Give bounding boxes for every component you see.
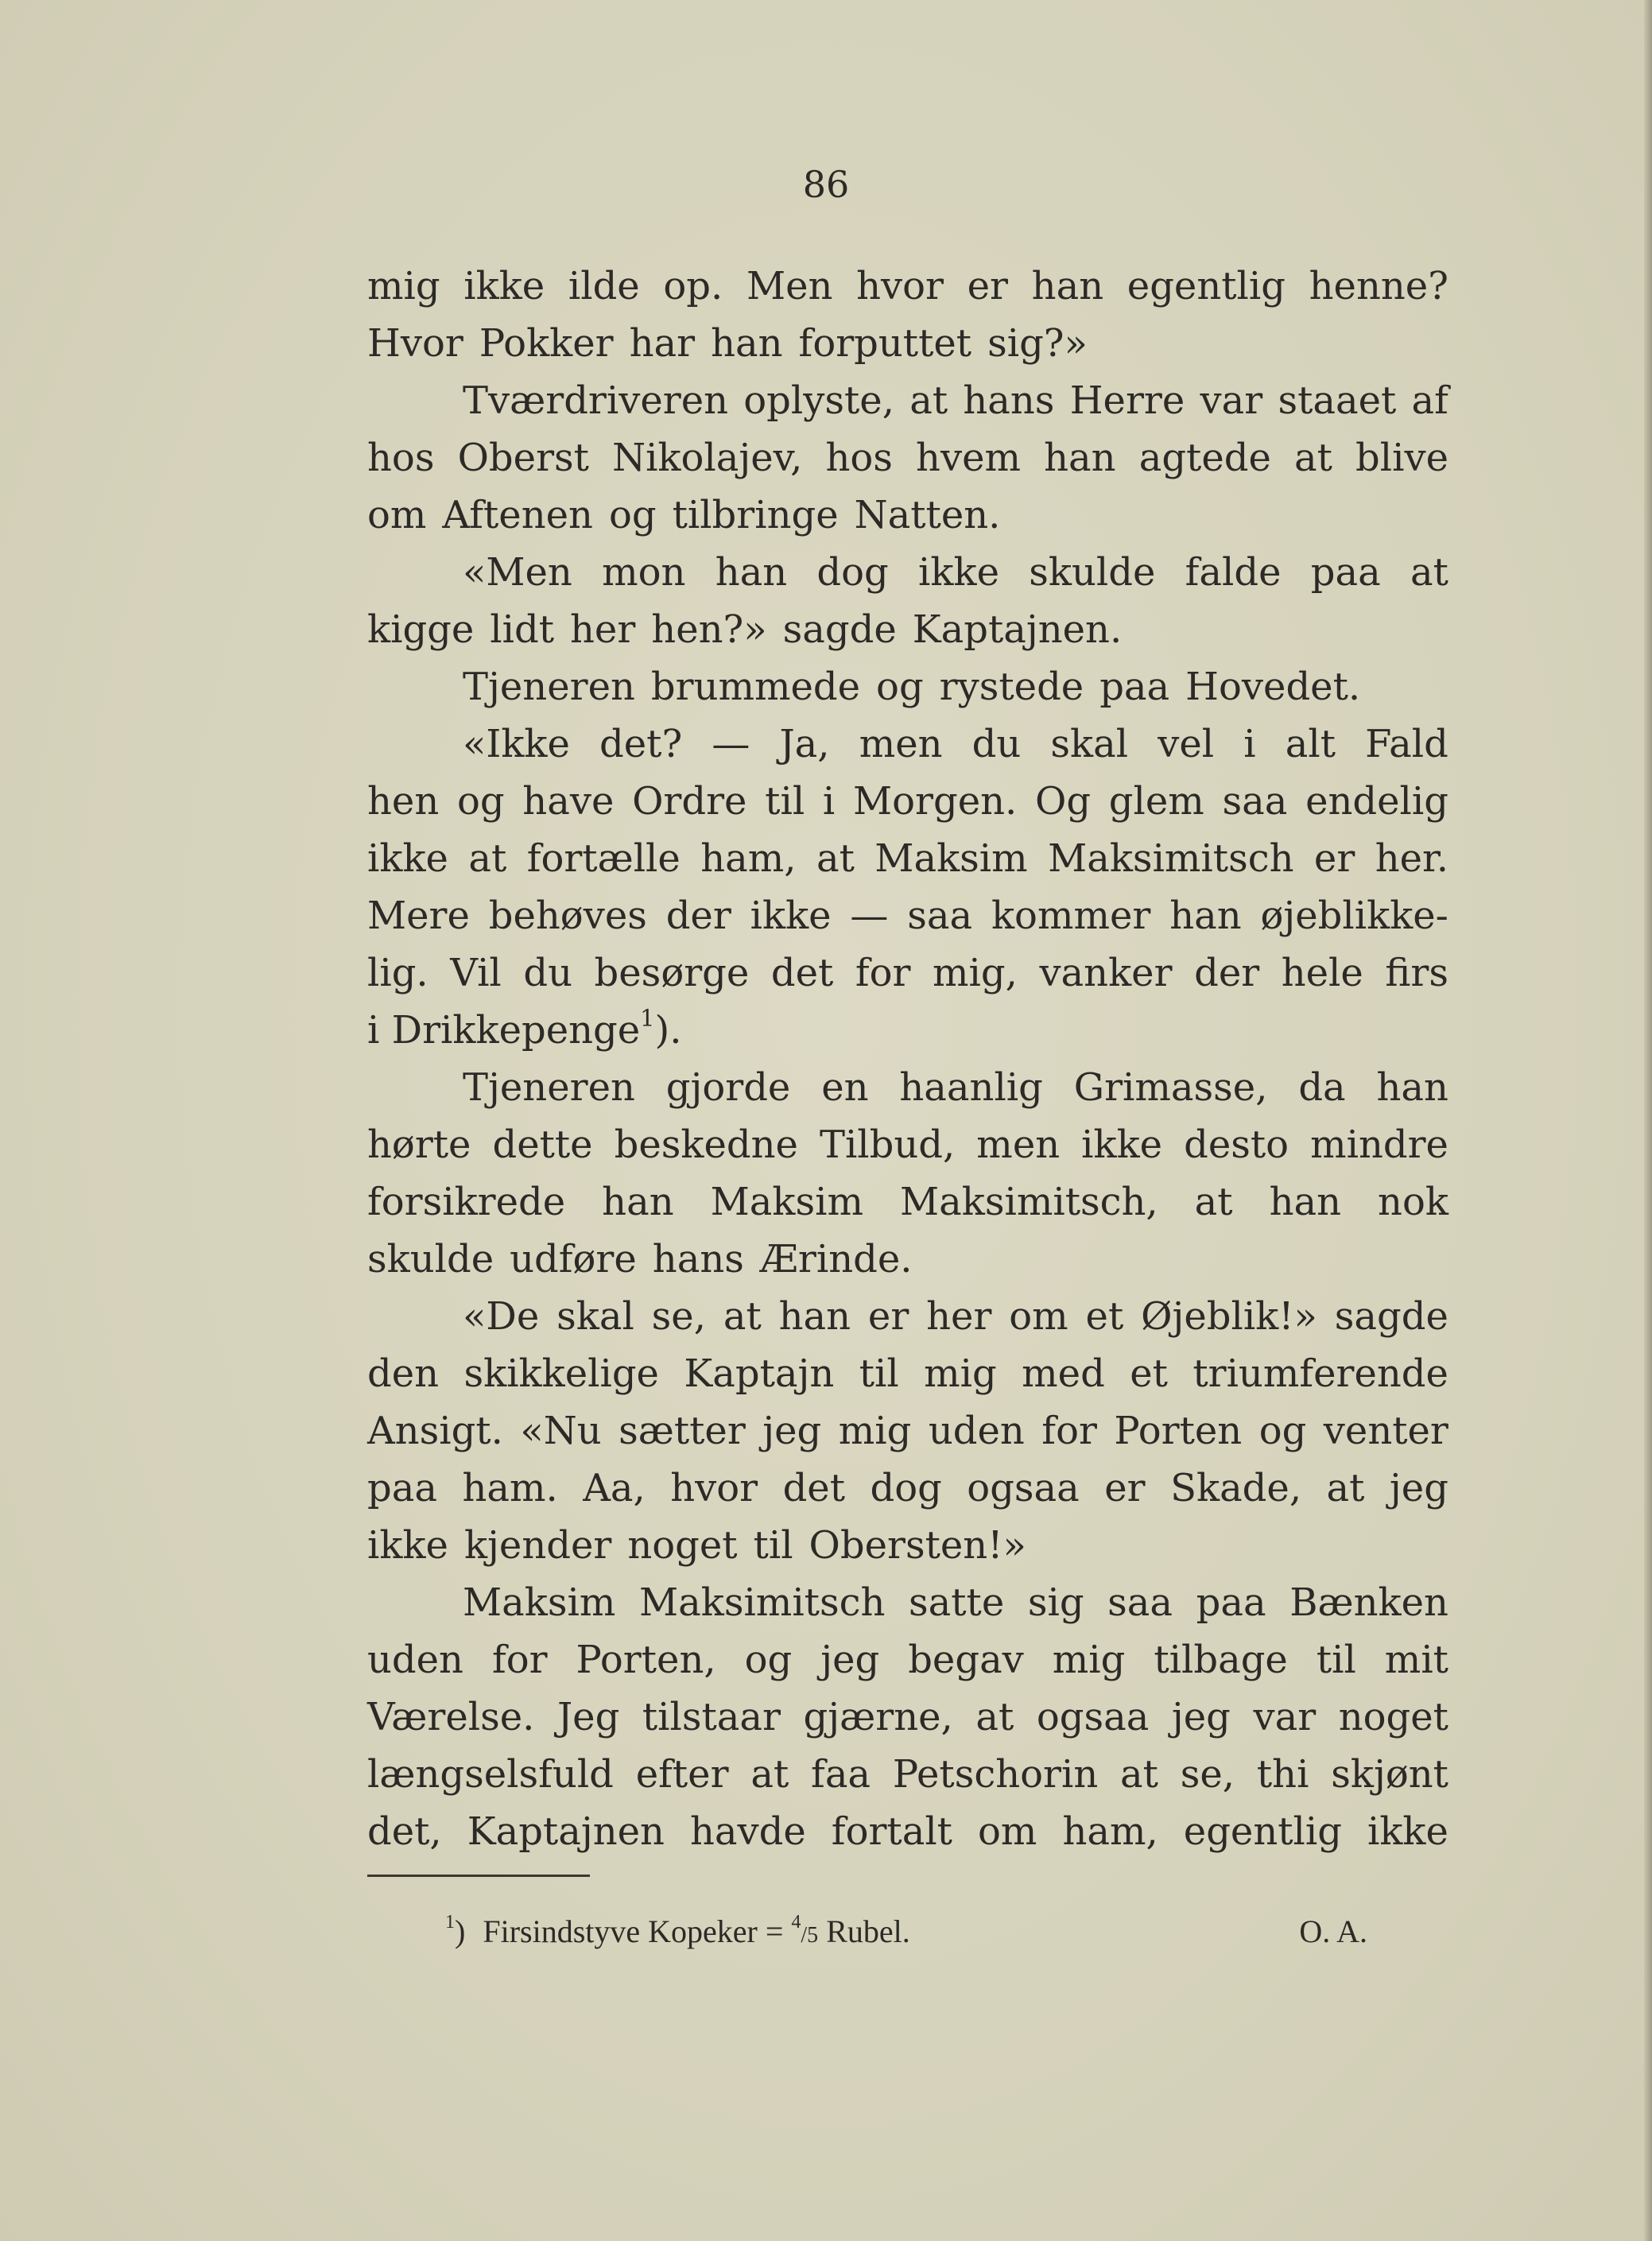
word: mon: [602, 550, 686, 595]
word: ikke: [918, 550, 999, 595]
word: se,: [651, 1294, 706, 1339]
word: blive: [1355, 436, 1448, 480]
word: at: [1410, 550, 1448, 595]
word: her: [926, 1294, 992, 1339]
word: jeg: [1389, 1466, 1448, 1510]
text-line: [367, 544, 1448, 601]
word: «Men: [463, 550, 572, 595]
word: skikkelige: [463, 1351, 659, 1396]
footnote-author: O. A.: [1299, 1913, 1367, 1949]
word: har: [629, 321, 696, 366]
word: er: [867, 1294, 909, 1339]
word: paa: [1099, 665, 1170, 709]
word: Morgen.: [852, 779, 1018, 824]
word: om: [977, 1809, 1037, 1854]
word: at: [1294, 436, 1332, 480]
word: begav: [908, 1638, 1024, 1682]
word: Tjeneren: [463, 1065, 635, 1110]
word: du: [971, 722, 1022, 766]
word: Skade,: [1170, 1466, 1302, 1510]
word: ikke: [1367, 1809, 1448, 1854]
footnote: [445, 1906, 1367, 1961]
word: egentlig: [1183, 1809, 1342, 1854]
word: Pokker: [479, 321, 614, 366]
word: Obersten!»: [809, 1523, 1026, 1568]
word: her: [570, 607, 636, 652]
word: skal: [1050, 722, 1129, 766]
text-line: [367, 1460, 1448, 1517]
word: ogsaa: [1036, 1695, 1150, 1739]
word: ogsaa: [967, 1466, 1080, 1510]
word: jeg: [1171, 1695, 1231, 1739]
text-line: [367, 1345, 1448, 1402]
word: thi: [1256, 1752, 1309, 1797]
text-line: [367, 1059, 1448, 1116]
word: desto: [1184, 1122, 1289, 1167]
text-line: [367, 1288, 1448, 1345]
word: den: [367, 1351, 440, 1396]
word: «De: [463, 1294, 540, 1339]
word: i: [1243, 722, 1256, 766]
word: og: [744, 1638, 793, 1682]
word: mig: [838, 1409, 912, 1453]
word: —: [850, 894, 889, 938]
text-line: [367, 1173, 1448, 1231]
word: ikke: [750, 894, 832, 938]
text-line: [367, 1689, 1448, 1746]
word: Ordre: [632, 779, 747, 824]
word: alt: [1285, 722, 1336, 766]
word: —: [712, 722, 750, 766]
word: Herre: [1069, 378, 1185, 423]
text-line: [367, 258, 1448, 315]
word: Og: [1034, 779, 1092, 824]
text-line: [367, 773, 1448, 830]
word: til: [859, 1351, 899, 1396]
word: Aa,: [583, 1466, 646, 1510]
word: mig: [924, 1351, 997, 1396]
word: da: [1298, 1065, 1346, 1110]
word: at: [1194, 1180, 1233, 1224]
text-line: [367, 487, 1448, 544]
word: op.: [663, 264, 723, 308]
word: Tjeneren: [463, 665, 635, 709]
word: ham,: [1062, 1809, 1158, 1854]
word: gjærne,: [803, 1695, 953, 1739]
word: Tilbud,: [819, 1122, 956, 1167]
text-line: [367, 601, 1448, 658]
word: at: [909, 378, 948, 423]
word: til: [765, 779, 805, 824]
text-line: [367, 1517, 1448, 1574]
word: Ja,: [779, 722, 830, 766]
page-edge-shadow: [1644, 0, 1652, 2241]
text-line: [367, 1402, 1448, 1460]
word: lidt: [490, 607, 555, 652]
word: Mere: [367, 894, 470, 938]
word: Maksimitsch: [638, 1580, 886, 1625]
word: at: [723, 1294, 762, 1339]
word: sætter: [619, 1409, 746, 1453]
word: han: [778, 1294, 851, 1339]
word: Nikolajev,: [612, 436, 803, 480]
word: brummede: [650, 665, 861, 709]
word: skulde: [1029, 550, 1156, 595]
word: lig.: [367, 951, 429, 995]
word: med: [1022, 1351, 1105, 1396]
word: Porten: [1114, 1409, 1243, 1453]
word: sig?»: [987, 321, 1088, 366]
word: Aftenen: [442, 493, 593, 537]
text-line-with-footnote: [367, 1002, 1448, 1059]
word: ilde: [568, 264, 640, 308]
word: behøves: [488, 894, 647, 938]
word: rystede: [939, 665, 1084, 709]
body-text: [367, 258, 1448, 1860]
word: Kaptajnen.: [912, 607, 1123, 652]
word: jeg: [820, 1638, 880, 1682]
word: Vil: [450, 951, 502, 995]
word: Kaptajnen: [467, 1809, 665, 1854]
word: ham.: [462, 1466, 558, 1510]
word: triumferende: [1192, 1351, 1448, 1396]
word: Maksimitsch,: [899, 1180, 1158, 1224]
word: og: [876, 665, 924, 709]
word: han: [1269, 1180, 1342, 1224]
text-line: [367, 429, 1448, 487]
word: venter: [1323, 1409, 1448, 1453]
word: at: [975, 1695, 1014, 1739]
word: ikke: [367, 836, 448, 881]
word: til: [1316, 1638, 1356, 1682]
text-line: [367, 1116, 1448, 1173]
word: firs: [1385, 951, 1448, 995]
word: at: [750, 1752, 789, 1797]
word: hen?»: [651, 607, 767, 652]
footnote-unit: Rubel.: [818, 1913, 910, 1949]
word: skulde: [367, 1237, 494, 1281]
text-line: [367, 658, 1448, 715]
word: var: [1253, 1695, 1317, 1739]
word: han: [715, 550, 788, 595]
word: saa: [1222, 779, 1288, 824]
word: jeg: [762, 1409, 822, 1453]
word: vanker: [1039, 951, 1173, 995]
word: paa: [1310, 550, 1381, 595]
word: han: [602, 1180, 674, 1224]
word: forputtet: [798, 321, 972, 366]
word: var: [1200, 378, 1263, 423]
word: men: [976, 1122, 1061, 1167]
footnote-fraction-numerator: 4: [791, 1912, 801, 1933]
word: der: [1194, 951, 1260, 995]
word: egentlig: [1127, 264, 1286, 308]
word: saa: [1107, 1580, 1173, 1625]
word: sagde: [1334, 1294, 1448, 1339]
word: hele: [1281, 951, 1363, 995]
word: sagde: [782, 607, 897, 652]
word: han: [711, 321, 783, 366]
word: mig,: [933, 951, 1018, 995]
word: hos: [367, 436, 435, 480]
word: hen: [367, 779, 440, 824]
word: hvor: [670, 1466, 758, 1510]
word: Maksim: [463, 1580, 616, 1625]
footnote-marker: 1: [445, 1912, 455, 1933]
word: øjeblikke-: [1260, 894, 1448, 938]
word: i: [822, 779, 836, 824]
word: hvem: [916, 436, 1021, 480]
word: uden: [928, 1409, 1025, 1453]
word: saa: [907, 894, 973, 938]
word: Maksim: [874, 836, 1028, 881]
word: Ansigt.: [367, 1409, 503, 1453]
word: han: [1376, 1065, 1448, 1110]
text-line: [367, 1631, 1448, 1689]
word: noget: [1338, 1695, 1448, 1739]
word: længselsfuld: [367, 1752, 614, 1797]
footnote-fraction-denominator: /5: [801, 1923, 819, 1948]
word: nok: [1378, 1180, 1448, 1224]
word: et: [1085, 1294, 1124, 1339]
word: Hvor: [367, 321, 463, 366]
word: oplyste,: [743, 378, 894, 423]
word: tilbringe: [672, 493, 839, 537]
word: besørge: [594, 951, 750, 995]
word: det: [770, 951, 834, 995]
word: hvor: [856, 264, 944, 308]
word: haanlig: [899, 1065, 1043, 1110]
word: men: [859, 722, 943, 766]
word: Hovedet.: [1185, 665, 1361, 709]
word: tilstaar: [642, 1695, 781, 1739]
word: for: [491, 1638, 548, 1682]
word: endelig: [1305, 779, 1448, 824]
word: at: [468, 836, 507, 881]
word: henne?: [1309, 264, 1448, 308]
word: Petschorin: [892, 1752, 1099, 1797]
word: han: [1169, 894, 1242, 938]
text-line: [367, 715, 1448, 773]
word: paa: [367, 1466, 437, 1510]
word: Værelse.: [367, 1695, 535, 1739]
word: hans: [963, 378, 1055, 423]
word: der: [665, 894, 731, 938]
word: «Ikke: [463, 722, 570, 766]
word: her.: [1375, 836, 1448, 881]
word: vel: [1158, 722, 1215, 766]
word: tilbage: [1154, 1638, 1288, 1682]
word: falde: [1185, 550, 1282, 595]
word: og: [608, 493, 657, 537]
word: satte: [909, 1580, 1005, 1625]
word: Bænken: [1289, 1580, 1448, 1625]
footnote-text: Firsindstyve Kopeker =: [483, 1913, 792, 1949]
word: fortælle: [526, 836, 681, 881]
text-line: [367, 887, 1448, 944]
word: Jeg: [556, 1695, 620, 1739]
text-line: [367, 1574, 1448, 1631]
word: at: [816, 836, 855, 881]
word: agtede: [1138, 436, 1271, 480]
footnote-marker-close: ): [455, 1913, 466, 1949]
word: mig: [367, 264, 440, 308]
word: se,: [1180, 1752, 1235, 1797]
word: havde: [689, 1809, 806, 1854]
text-line: [367, 944, 1448, 1002]
word: forsikrede: [367, 1180, 566, 1224]
word: til: [753, 1523, 793, 1568]
word: faa: [811, 1752, 871, 1797]
word: dog: [816, 550, 889, 595]
word: ikke: [463, 264, 545, 308]
word: staaet: [1278, 378, 1397, 423]
text-line: [367, 372, 1448, 429]
word: om: [1009, 1294, 1068, 1339]
word: Maksimitsch: [1048, 836, 1294, 881]
text-line: [367, 1231, 1448, 1288]
word: han: [1044, 436, 1116, 480]
word: er: [1104, 1466, 1146, 1510]
word: og: [456, 779, 505, 824]
word: ikke: [1081, 1122, 1163, 1167]
word: er: [967, 264, 1008, 308]
word: mit: [1384, 1638, 1448, 1682]
word: sig: [1027, 1580, 1084, 1625]
word: kommer: [991, 894, 1151, 938]
word: uden: [367, 1638, 463, 1682]
word: han: [1031, 264, 1104, 308]
word: du: [523, 951, 572, 995]
word: ham,: [700, 836, 797, 881]
text-line: [367, 1746, 1448, 1803]
word: Grimasse,: [1073, 1065, 1268, 1110]
word: have: [522, 779, 615, 824]
word: hans: [652, 1237, 744, 1281]
word: skjønt: [1331, 1752, 1448, 1797]
word: mindre: [1310, 1122, 1448, 1167]
word: Natten.: [854, 493, 1001, 537]
word: hørte: [367, 1122, 471, 1167]
text-line-13: i Drikkepenge: [367, 1008, 641, 1053]
word: det,: [367, 1809, 442, 1854]
word: hos: [825, 436, 893, 480]
word: et: [1130, 1351, 1168, 1396]
word: det?: [599, 722, 683, 766]
word: det: [782, 1466, 845, 1510]
word: for: [1041, 1409, 1097, 1453]
word: Tværdriveren: [463, 378, 729, 423]
word: om: [367, 493, 427, 537]
word: fortalt: [831, 1809, 952, 1854]
word: er: [1313, 836, 1355, 881]
word: at: [1120, 1752, 1158, 1797]
word: ikke: [367, 1523, 448, 1568]
word: at: [1326, 1466, 1365, 1510]
footnote-divider: [367, 1875, 590, 1877]
text-line: [367, 315, 1448, 372]
word: Ærinde.: [759, 1237, 913, 1281]
word: dog: [870, 1466, 942, 1510]
word: gjorde: [665, 1065, 791, 1110]
word: for: [855, 951, 911, 995]
word: udføre: [510, 1237, 637, 1281]
word: glem: [1108, 779, 1204, 824]
word: og: [1258, 1409, 1307, 1453]
word: paa: [1196, 1580, 1266, 1625]
word: Porten,: [576, 1638, 716, 1682]
page-number: 86: [802, 163, 850, 206]
word: dette: [492, 1122, 593, 1167]
word: en: [821, 1065, 869, 1110]
word: Kaptajn: [684, 1351, 835, 1396]
word: beskedne: [614, 1122, 798, 1167]
word: kjender: [463, 1523, 612, 1568]
word: mig: [1052, 1638, 1126, 1682]
word: skal: [556, 1294, 634, 1339]
word: Øjeblik!»: [1141, 1294, 1317, 1339]
text-line: [367, 1803, 1448, 1860]
word: Men: [746, 264, 833, 308]
footnote-reference: $^1$).: [640, 1004, 682, 1053]
word: Oberst: [457, 436, 589, 480]
word: efter: [635, 1752, 729, 1797]
word: af: [1411, 378, 1448, 423]
text-line: [367, 830, 1448, 887]
word: noget: [627, 1523, 738, 1568]
word: Maksim: [710, 1180, 863, 1224]
word: kigge: [367, 607, 475, 652]
word: «Nu: [520, 1409, 602, 1453]
word: Fald: [1365, 722, 1448, 766]
